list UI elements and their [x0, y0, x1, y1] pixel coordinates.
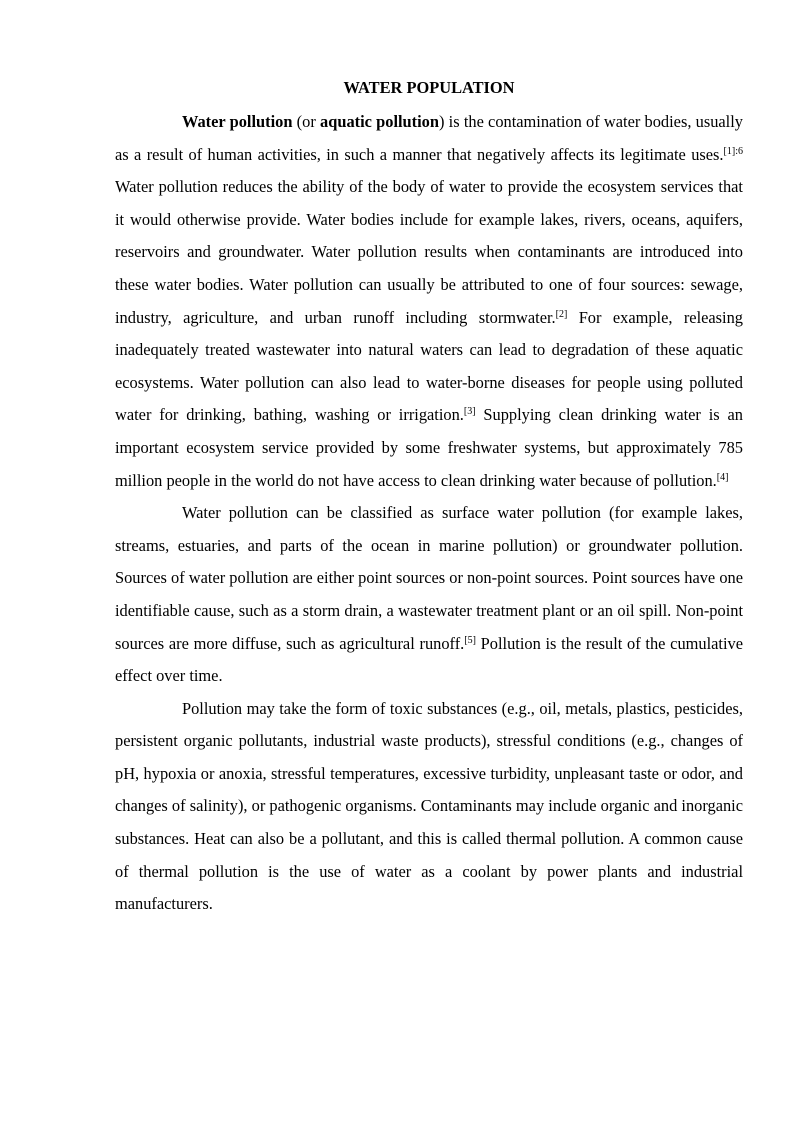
paragraph-3-text: Pollution may take the form of toxic substances (e.g., oil, metals, plastics, pesticides, persistent organic pollutants, industrial waste products), stressful conditions (e.g., changes of pH, hypoxia or anoxia, stressful temperatures, excessive turbidity, unpleasant taste or odor, and changes of salinity), or pathogenic organisms. Contaminants may include organic and inorganic substances. Heat can also be a pollutant, and this is called thermal pollution. A common cause of thermal pollution is the use of water as a coolant by power plants and industrial manufacturers.	[115, 698, 743, 914]
citation-4[interactable]: [4]	[716, 471, 729, 483]
citation-3[interactable]: [3]	[463, 406, 476, 418]
paragraph-1	[115, 106, 743, 497]
paragraph-2	[115, 497, 743, 693]
document-page	[115, 76, 743, 921]
citation-2[interactable]: [2]	[555, 308, 568, 320]
document-title: WATER POPULATION	[343, 78, 515, 97]
paragraph-1-text-e: Supplying clean drinking water is an important ecosystem service provided by some freshwater systems, but approximately 785 million people in the world do not have access to clean drinking water because of pollution.	[115, 405, 744, 490]
paragraph-1-text-a: (or	[292, 112, 321, 131]
citation-5[interactable]: [5]	[464, 634, 476, 646]
paragraph-1-text-c: Water pollution reduces the ability of the body of water to provide the ecosystem services that it would otherwise provide. Water bodies include for example lakes, rivers, oceans, aquifers, reservoirs and groundwater. Water pollution results when contaminants are introduced into these water bodies. Water pollution can usually be attributed to one of four sources: sewage, industry, agriculture, and urban runoff including stormwater.	[115, 177, 743, 327]
citation-1[interactable]: [1]:6	[723, 145, 743, 157]
bold-term-aquatic-pollution: aquatic pollution	[320, 112, 439, 131]
paragraph-1-text-d: For example, releasing inadequately treated wastewater into natural waters can lead to degradation of these aquatic ecosystems. Water pollution can also lead to water-borne diseases for people using polluted water for drinking, bathing, washing or irrigation.	[115, 307, 744, 425]
paragraph-2-text-a: Water pollution can be classified as surface water pollution (for example lakes, streams, estuaries, and parts of the ocean in marine pollution) or groundwater pollution. Sources of water pollution are either point sources or non-point sources. Point sources have one identifiable cause, such as a storm drain, a wastewater treatment plant or an oil spill. Non-point sources are more diffuse, such as agricultural runoff.	[115, 503, 743, 653]
paragraph-1-text-b: ) is the contamination of water bodies, usually as a result of human activities, in such a manner that negatively affects its legitimate uses.	[115, 112, 743, 164]
bold-term-water-pollution: Water pollution	[182, 112, 293, 131]
paragraph-3	[115, 693, 743, 921]
paragraph-2-text-b: Pollution is the result of the cumulative effect over time.	[115, 633, 743, 686]
